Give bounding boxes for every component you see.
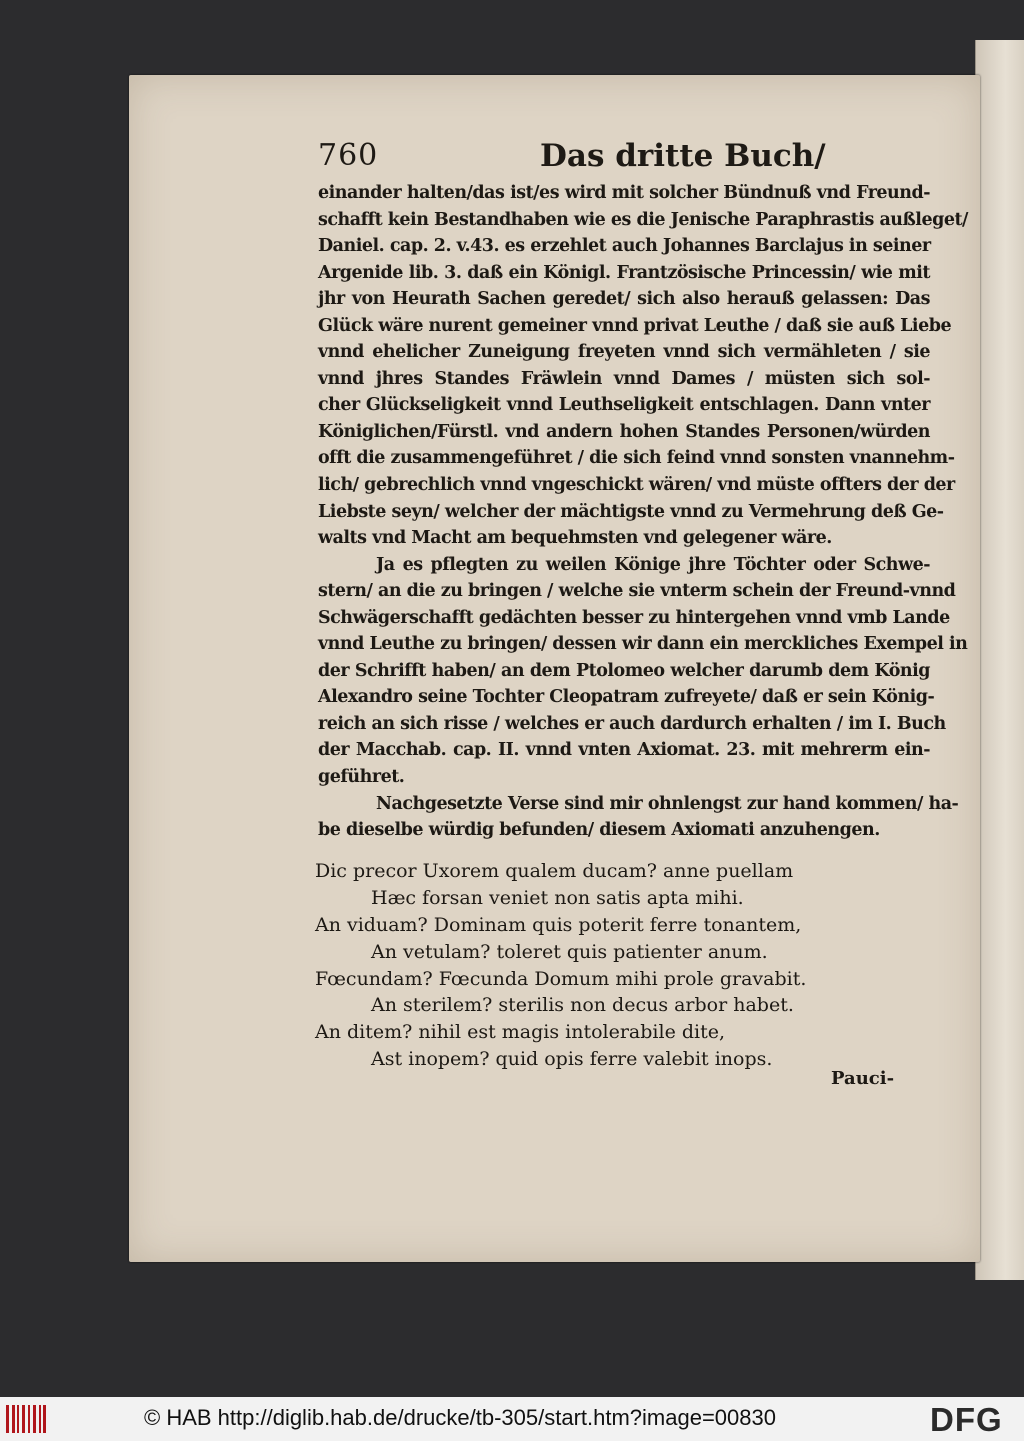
text-line: schafft kein Bestandhaben wie es die Jenische Paraphrastis außleget/	[318, 209, 968, 230]
text-line: Alexandro seine Tochter Cleopatram zufreyete/ daß er sein König-	[318, 687, 935, 708]
text-line: be dieselbe würdig befunden/ diesem Axiomati anzuhengen.	[318, 820, 880, 841]
text-line: Daniel. cap. 2. v.43. es erzehlet auch Johannes Barclajus in seiner	[318, 236, 931, 257]
text-line: Nachgesetzte Verse sind mir ohnlengst zur hand kommen/ ha-	[376, 793, 959, 814]
text-line: vnnd Leuthe zu bringen/ dessen wir dann ein merckliches Exempel in	[318, 634, 968, 655]
text-line: vnnd ehelicher Zuneigung freyeten vnnd sich vermähleten / sie	[318, 342, 930, 363]
running-title: Das dritte Buch/	[540, 138, 826, 174]
text-line: Ja es pflegten zu weilen Könige jhre Töchter oder Schwe-	[376, 554, 930, 575]
latin-verses	[315, 858, 935, 1073]
text-line: Liebste seyn/ welcher der mächtigste vnnd zu Vermehrung deß Ge-	[318, 501, 944, 522]
catchword: Pauci-	[831, 1068, 895, 1089]
text-line: Argenide lib. 3. daß ein Königl. Frantzösische Princessin/ wie mit	[318, 262, 930, 283]
text-line: walts vnd Macht am bequehmsten vnd gelegener wäre.	[318, 528, 832, 549]
text-line: cher Glückseligkeit vnnd Leuthseligkeit entschlagen. Dann vnter	[318, 395, 930, 416]
text-line: vnnd jhres Standes Fräwlein vnnd Dames / müsten sich sol-	[318, 368, 930, 389]
verse-line: An sterilem? sterilis non decus arbor habet.	[371, 994, 794, 1017]
page-header	[318, 138, 930, 182]
text-line: der Schrifft haben/ an dem Ptolomeo welcher darumb dem König	[318, 660, 930, 681]
body-text	[318, 180, 968, 844]
text-line: einander halten/das ist/es wird mit solcher Bündnuß vnd Freund-	[318, 183, 930, 203]
next-page-edge	[975, 40, 1024, 1280]
verse-line: Ast inopem? quid opis ferre valebit inops.	[371, 1048, 773, 1071]
text-line: Königlichen/Fürstl. vnd andern hohen Standes Personen/würden	[318, 421, 930, 442]
verse-line: An viduam? Dominam quis poterit ferre tonantem,	[315, 913, 802, 936]
text-line: reich an sich risse / welches er auch dardurch erhalten / im I. Buch	[318, 713, 946, 734]
text-line: lich/ gebrechlich vnnd vngeschickt wären/ vnd müste offters der der	[318, 475, 955, 496]
text-line: der Macchab. cap. II. vnnd vnten Axiomat. 23. mit mehrerm ein-	[318, 740, 930, 761]
text-line: Glück wäre nurent gemeiner vnnd privat Leuthe / daß sie auß Liebe	[318, 315, 952, 336]
text-line: jhr von Heurath Sachen geredet/ sich also herauß gelassen: Das	[318, 289, 930, 310]
library-logo-icon[interactable]	[6, 1405, 46, 1433]
text-line: stern/ an die zu bringen / welche sie vnterm schein der Freund-vnnd	[318, 581, 956, 602]
dfg-logo[interactable]: DFG	[930, 1401, 1003, 1438]
verse-line: Fœcundam? Fœcunda Domum mihi prole gravabit.	[315, 967, 807, 990]
verse-line: Hæc forsan veniet non satis apta mihi.	[371, 886, 744, 909]
verse-line: An ditem? nihil est magis intolerabile dite,	[315, 1021, 726, 1044]
text-line: offt die zusammengeführet / die sich feind vnnd sonsten vnannehm-	[318, 448, 955, 469]
page-number: 760	[318, 138, 379, 173]
text-line: Schwägerschafft gedächten besser zu hintergehen vnnd vmb Lande	[318, 607, 950, 628]
text-line: geführet.	[318, 767, 405, 788]
verse-line: Dic precor Uxorem qualem ducam? anne puellam	[315, 860, 794, 882]
verse-line: An vetulam? toleret quis patienter anum.	[371, 940, 768, 963]
viewer-footer	[0, 1397, 1024, 1441]
copyright-link[interactable]: © HAB http://diglib.hab.de/drucke/tb-305/start.htm?image=00830	[144, 1405, 776, 1430]
